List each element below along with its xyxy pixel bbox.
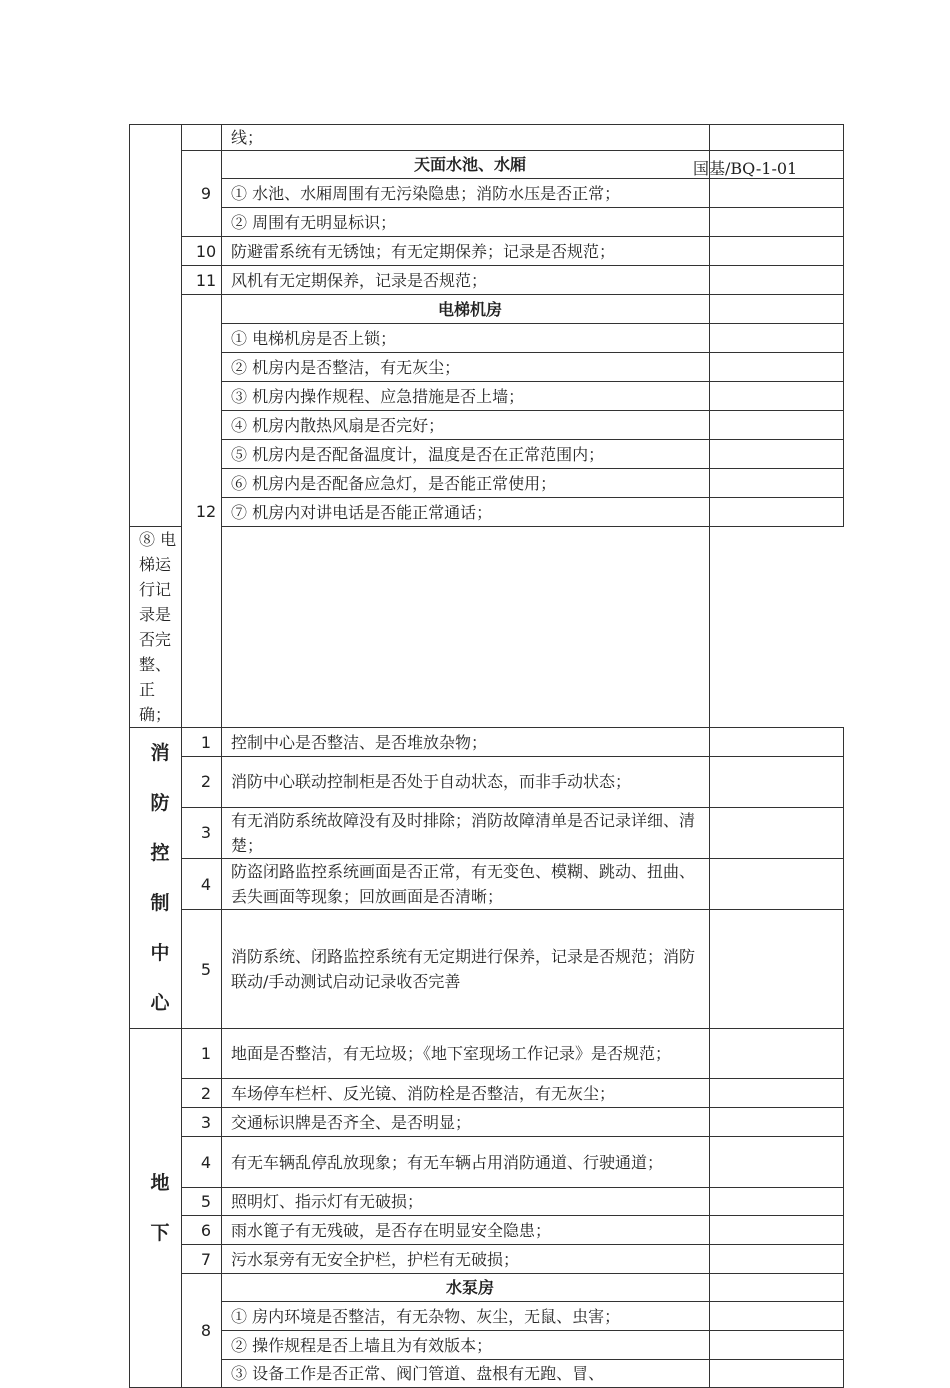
item-text: ① 电梯机房是否上锁； — [222, 324, 710, 353]
item-text: 风机有无定期保养，记录是否规范； — [222, 266, 710, 295]
item-text: ⑤ 机房内是否配备温度计，温度是否在正常范围内； — [222, 440, 710, 469]
item-text: ② 周围有无明显标识； — [222, 208, 710, 237]
result-cell — [710, 1360, 844, 1388]
item-text: 消防系统、闭路监控系统有无定期进行保养，记录是否规范；消防联动/手动测试启动记录收否完善 — [222, 910, 710, 1029]
item-number: 3 — [182, 807, 222, 858]
table-row — [130, 353, 844, 382]
item-text: 消防中心联动控制柜是否处于自动状态，而非手动状态； — [222, 757, 710, 807]
table-row — [130, 411, 844, 440]
item-text: ③ 机房内操作规程、应急措施是否上墙； — [222, 382, 710, 411]
table-row — [130, 295, 844, 324]
result-cell — [710, 208, 844, 237]
item-number: 10 — [182, 237, 222, 266]
item-number: 12 — [182, 295, 222, 728]
document-code: 国基/BQ-1-01 — [693, 159, 798, 178]
item-text: ⑥ 机房内是否配备应急灯，是否能正常使用； — [222, 469, 710, 498]
result-cell — [710, 1188, 844, 1216]
item-number: 8 — [182, 1274, 222, 1388]
item-text: ② 机房内是否整洁，有无灰尘； — [222, 353, 710, 382]
table-row — [130, 910, 844, 1029]
item-number: 5 — [182, 910, 222, 1029]
table-row — [130, 858, 844, 909]
item-number: 9 — [182, 151, 222, 237]
result-cell — [710, 353, 844, 382]
table-row — [130, 237, 844, 266]
item-number: 6 — [182, 1216, 222, 1245]
item-text: 控制中心是否整洁、是否堆放杂物； — [222, 728, 710, 757]
result-cell — [710, 440, 844, 469]
table-row — [130, 1188, 844, 1216]
table-row — [130, 1245, 844, 1274]
section-heading: 电梯机房 — [222, 295, 710, 324]
item-text: 雨水篦子有无残破，是否存在明显安全隐患； — [222, 1216, 710, 1245]
table-row — [130, 382, 844, 411]
inspection-checklist-table — [129, 124, 844, 1388]
item-text: ③ 设备工作是否正常、阀门管道、盘根有无跑、冒、 — [222, 1360, 710, 1388]
item-text: 交通标识牌是否齐全、是否明显； — [222, 1108, 710, 1137]
item-number: 1 — [182, 728, 222, 757]
item-text: 线； — [222, 125, 710, 151]
result-cell — [710, 1029, 844, 1079]
result-cell — [710, 1274, 844, 1302]
item-text: 有无消防系统故障没有及时排除；消防故障清单是否记录详细、清楚； — [222, 807, 710, 858]
result-cell — [710, 266, 844, 295]
item-text: ④ 机房内散热风扇是否完好； — [222, 411, 710, 440]
table-row — [130, 1331, 844, 1360]
table-row — [130, 1302, 844, 1331]
category-cell-continued — [130, 125, 182, 527]
section-heading: 天面水池、水厢 — [222, 151, 710, 179]
item-text: 污水泵旁有无安全护栏，护栏有无破损； — [222, 1245, 710, 1274]
table-row — [130, 1216, 844, 1245]
result-cell — [710, 324, 844, 353]
result-cell — [710, 498, 844, 527]
table-row — [130, 1108, 844, 1137]
result-cell — [710, 295, 844, 324]
item-text: 照明灯、指示灯有无破损； — [222, 1188, 710, 1216]
item-number: 2 — [182, 757, 222, 807]
table-row — [130, 151, 844, 179]
table-row — [130, 179, 844, 208]
result-cell — [710, 382, 844, 411]
result-cell — [710, 1245, 844, 1274]
item-text: 地面是否整洁，有无垃圾；《地下室现场工作记录》是否规范； — [222, 1029, 710, 1079]
item-text: ⑦ 机房内对讲电话是否能正常通话； — [222, 498, 710, 527]
table-row — [130, 440, 844, 469]
item-number: 5 — [182, 1188, 222, 1216]
result-cell — [710, 411, 844, 440]
table-row — [130, 208, 844, 237]
item-text: ① 房内环境是否整洁，有无杂物、灰尘，无鼠、虫害； — [222, 1302, 710, 1331]
result-cell — [222, 527, 710, 728]
result-cell — [710, 1216, 844, 1245]
table-row — [130, 498, 844, 527]
item-text: ② 操作规程是否上墙且为有效版本； — [222, 1331, 710, 1360]
item-text: 有无车辆乱停乱放现象；有无车辆占用消防通道、行驶通道； — [222, 1137, 710, 1188]
item-number: 4 — [182, 1137, 222, 1188]
result-cell — [710, 1079, 844, 1108]
table-row — [130, 1360, 844, 1388]
item-number-cell — [182, 125, 222, 151]
result-cell — [710, 469, 844, 498]
table-row — [130, 1029, 844, 1079]
table-row — [130, 125, 844, 151]
result-cell — [710, 1331, 844, 1360]
section-heading: 水泵房 — [222, 1274, 710, 1302]
item-number: 1 — [182, 1029, 222, 1079]
item-text: ① 水池、水厢周围有无污染隐患；消防水压是否正常； — [222, 179, 710, 208]
item-number: 7 — [182, 1245, 222, 1274]
item-text: 防避雷系统有无锈蚀；有无定期保养；记录是否规范； — [222, 237, 710, 266]
result-cell — [710, 1302, 844, 1331]
item-number: 3 — [182, 1108, 222, 1137]
result-cell — [710, 151, 844, 179]
table-row — [130, 1274, 844, 1302]
table-row — [130, 469, 844, 498]
item-number: 11 — [182, 266, 222, 295]
item-text: 车场停车栏杆、反光镜、消防栓是否整洁，有无灰尘； — [222, 1079, 710, 1108]
table-row — [130, 527, 844, 728]
result-cell — [710, 1137, 844, 1188]
item-number: 2 — [182, 1079, 222, 1108]
table-row — [130, 266, 844, 295]
result-cell — [710, 179, 844, 208]
category-fire-control-center: 消防控制中心 — [130, 728, 182, 1029]
result-cell — [710, 910, 844, 1029]
result-cell — [710, 858, 844, 909]
result-cell — [710, 125, 844, 151]
table-row — [130, 807, 844, 858]
table-row — [130, 728, 844, 757]
item-text: 防盗闭路监控系统画面是否正常，有无变色、模糊、跳动、扭曲、丢失画面等现象；回放画面是否清晰； — [222, 858, 710, 909]
table-row — [130, 1137, 844, 1188]
result-cell — [710, 807, 844, 858]
item-number: 4 — [182, 858, 222, 909]
result-cell — [710, 1108, 844, 1137]
result-cell — [710, 728, 844, 757]
item-text: ⑧ 电梯运行记录是否完整、正确； — [130, 527, 182, 728]
table-row — [130, 1079, 844, 1108]
result-cell — [710, 757, 844, 807]
result-cell — [710, 237, 844, 266]
category-basement: 地下 — [130, 1029, 182, 1388]
table-row — [130, 324, 844, 353]
table-row — [130, 757, 844, 807]
